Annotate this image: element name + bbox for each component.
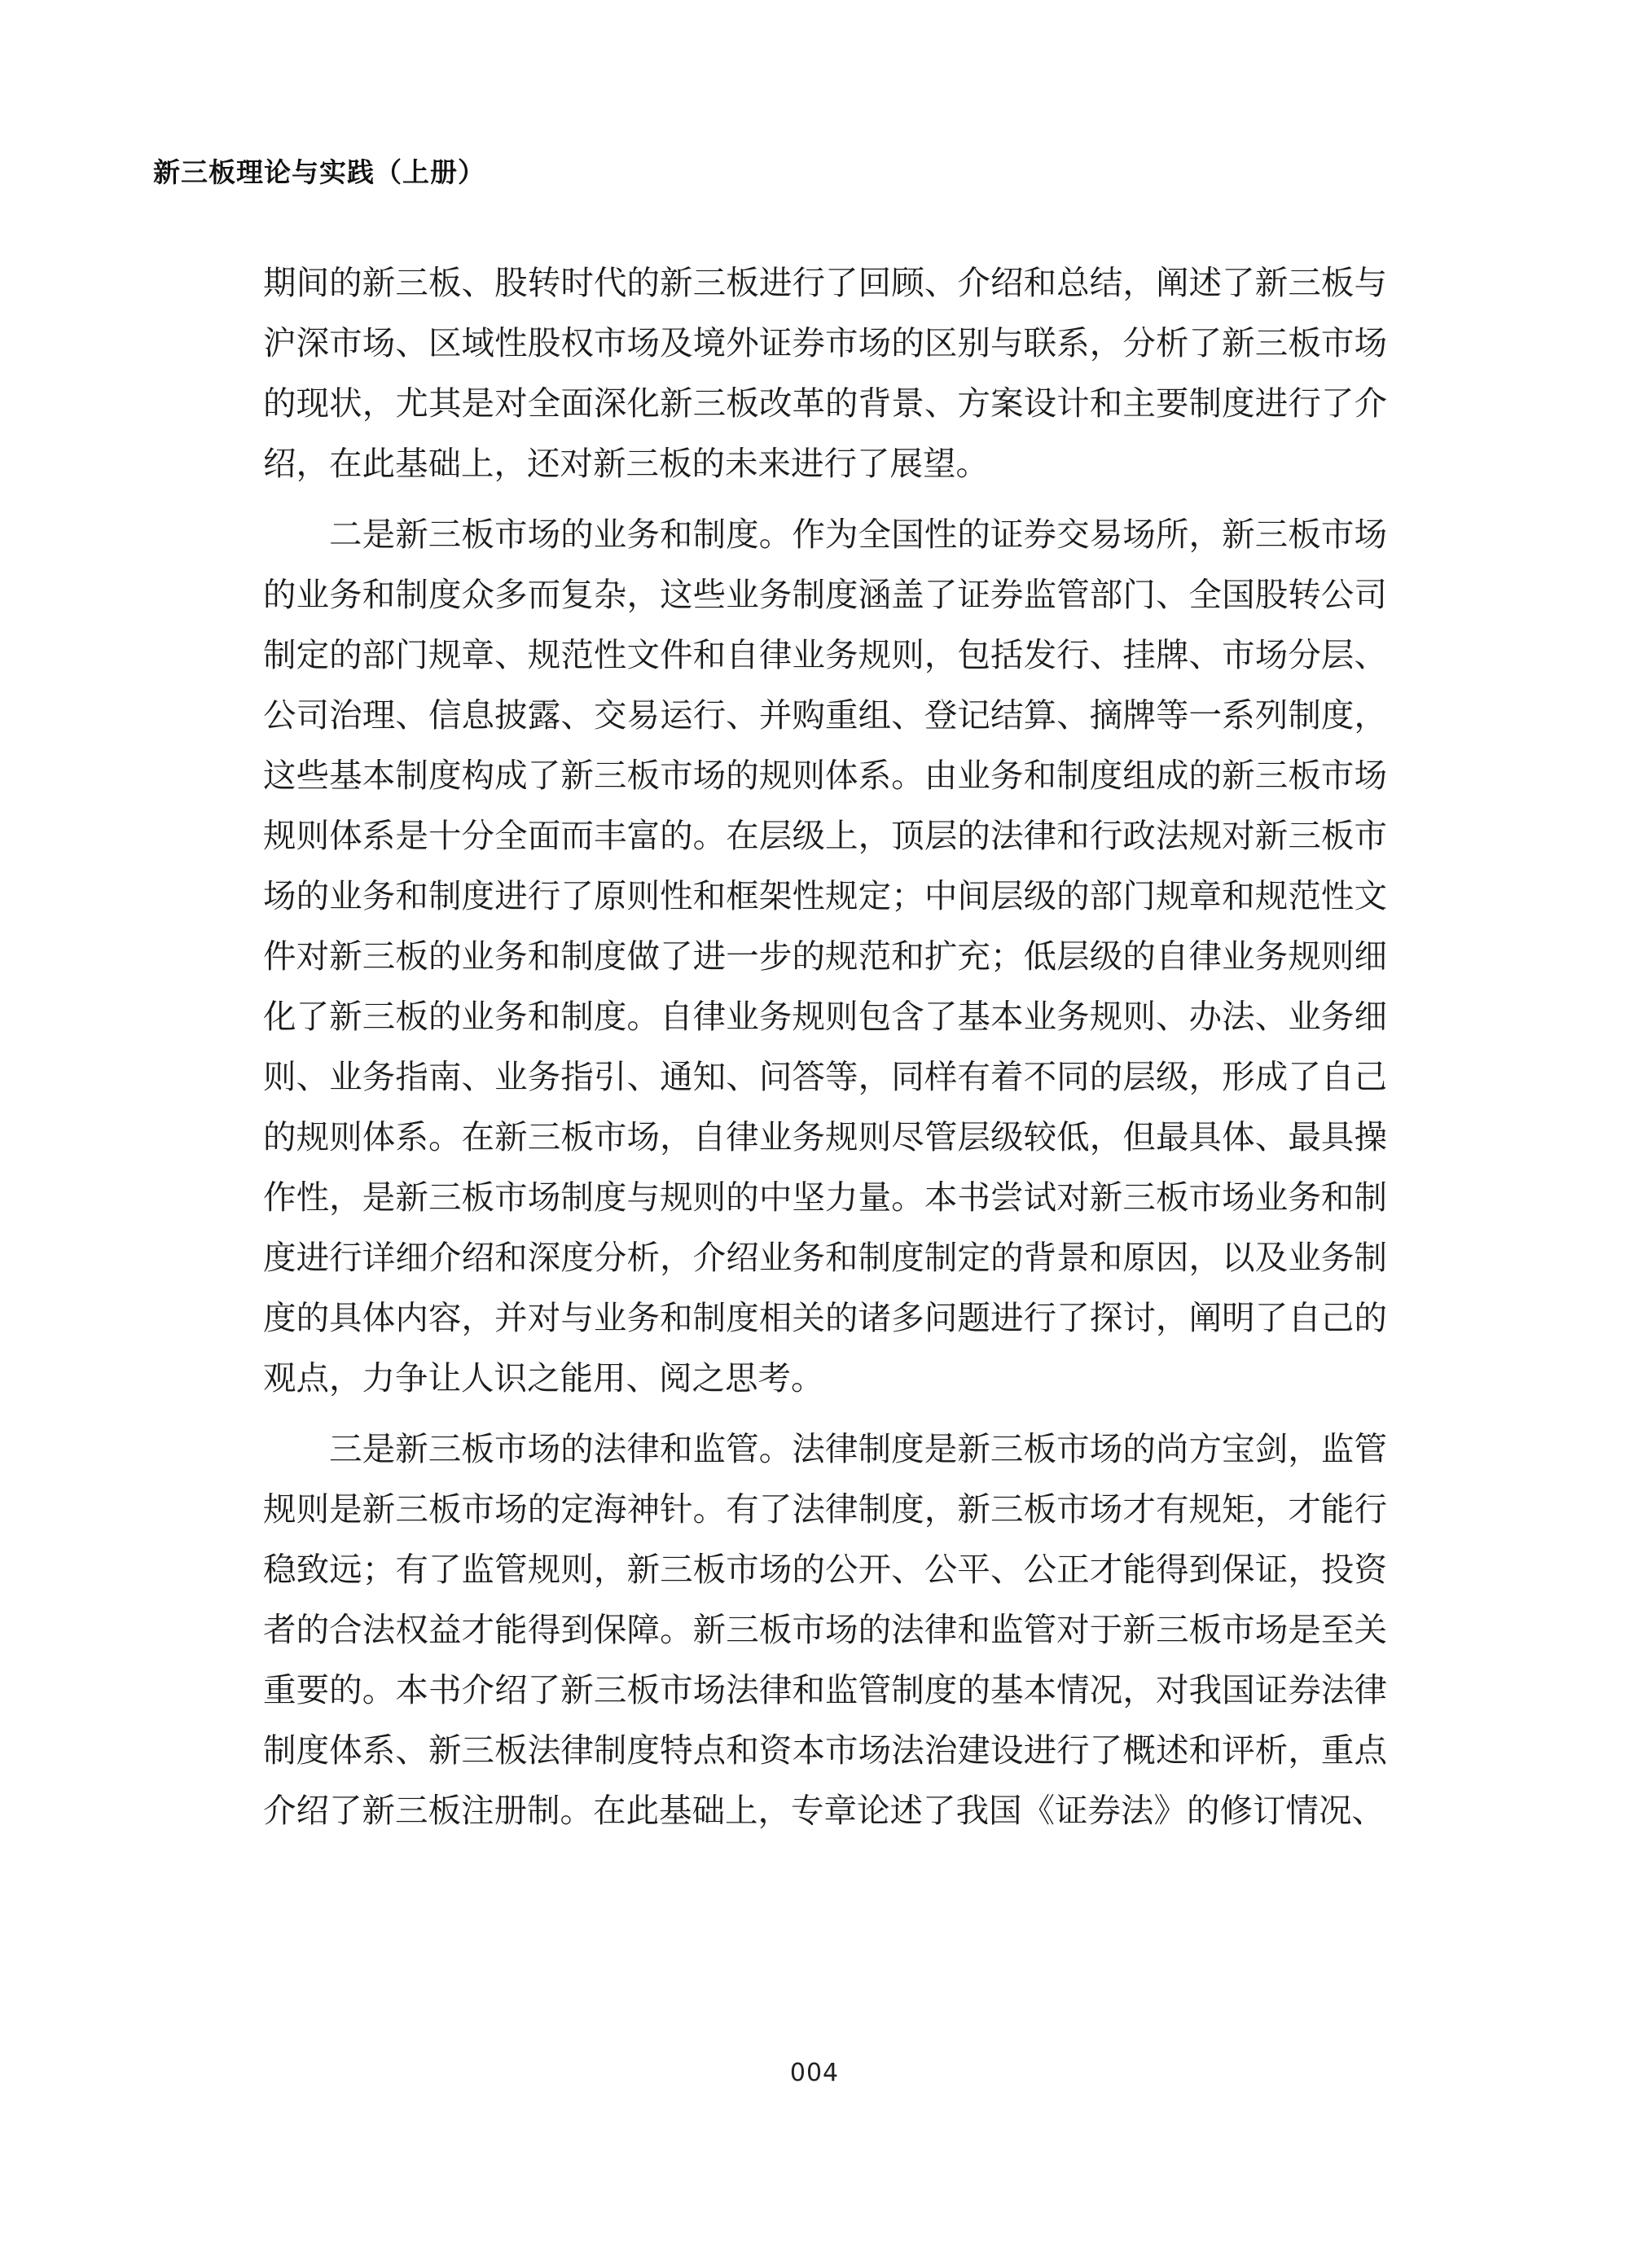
paragraph-1: 期间的新三板、股转时代的新三板进行了回顾、介绍和总结，阐述了新三板与沪深市场、区域性股权市场及境外证券市场的区别与联系，分析了新三板市场的现状，尤其是对全面深化新三板改革的背景、方案设计和主要制度进行了介绍，在此基础上，还对新三板的未来进行了展望。 bbox=[263, 263, 1387, 483]
running-header: 新三板理论与实践（上册） bbox=[153, 156, 485, 188]
body-text bbox=[263, 252, 1387, 1851]
paragraph-2: 二是新三板市场的业务和制度。作为全国性的证券交易场所，新三板市场的业务和制度众多而复杂，这些业务制度涵盖了证券监管部门、全国股转公司制定的部门规章、规范性文件和自律业务规则，包括发行、挂牌、市场分层、公司治理、信息披露、交易运行、并购重组、登记结算、摘牌等一系列制度，这些基本制度构成了新三板市场的规则体系。由业务和制度组成的新三板市场规则体系是十分全面而丰富的。在层级上，顶层的法律和行政法规对新三板市场的业务和制度进行了原则性和框架性规定；中间层级的部门规章和规范性文件对新三板的业务和制度做了进一步的规范和扩充；低层级的自律业务规则细化了新三板的业务和制度。自律业务规则包含了基本业务规则、办法、业务细则、业务指南、业务指引、通知、问答等，同样有着不同的层级，形成了自己的规则体系。在新三板市场，自律业务规则尽管层级较低，但最具体、最具操作性，是新三板市场制度与规则的中坚力量。本书尝试对新三板市场业务和制度进行详细介绍和深度分析，介绍业务和制度制定的背景和原因，以及业务制度的具体内容，并对与业务和制度相关的诸多问题进行了探讨，阐明了自己的观点，力争让人识之能用、阅之思考。 bbox=[263, 515, 1387, 1397]
paragraph-3: 三是新三板市场的法律和监管。法律制度是新三板市场的尚方宝剑，监管规则是新三板市场的定海神针。有了法律制度，新三板市场才有规矩，才能行稳致远；有了监管规则，新三板市场的公开、公平、公正才能得到保证，投资者的合法权益才能得到保障。新三板市场的法律和监管对于新三板市场是至关重要的。本书介绍了新三板市场法律和监管制度的基本情况，对我国证券法律制度体系、新三板法律制度特点和资本市场法治建设进行了概述和评析，重点介绍了新三板注册制。在此基础上，专章论述了我国《证券法》的修订情况、 bbox=[263, 1429, 1387, 1830]
page-number: 004 bbox=[789, 2059, 840, 2087]
